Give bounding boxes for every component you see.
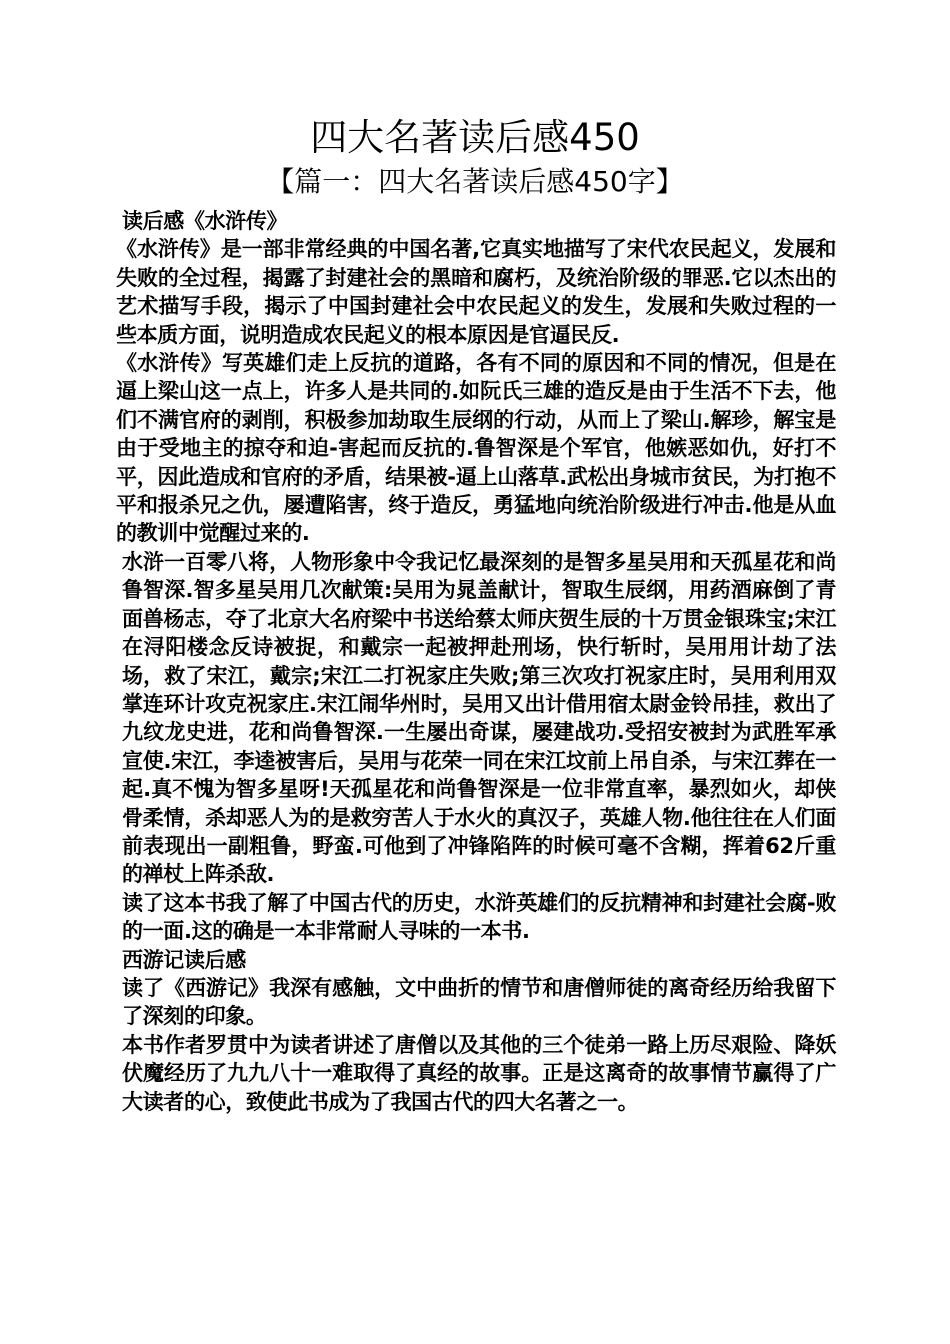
document-title: 四大名著读后感450	[310, 116, 640, 159]
section-heading-shuihu: 读后感《水浒传》	[122, 209, 288, 233]
paragraph: 水浒一百零八将，人物形象中令我记忆最深刻的是智多星吴用和天孤星花和尚鲁智深.智多星吴用几次献策:吴用为晁盖献计，智取生辰纲，用药酒麻倒了青面兽杨志，夺了北京大名府梁中书送给蔡太师庆贺生辰的十万贯金银珠宝;宋江在浔阳楼念反诗被捉，和戴宗一起被押赴刑场，快行斩时，吴用用计劫了法场，救了宋江，戴宗;宋江二打祝家庄失败;第三次攻打祝家庄时，吴用利用双掌连环计攻克祝家庄.宋江闹华州时，吴用又出计借用宿太尉金铃吊挂，救出了九纹龙史进，花和尚鲁智深.一生屡出奇谋，屡建战功.受招安被封为武胜军承宣使.宋江，李逵被害后，吴用与花荣一同在宋江坟前上吊自杀，与宋江葬在一起.真不愧为智多星呀!天孤星花和尚鲁智深是一位非常直率，暴烈如火，却侠骨柔情，杀却恶人为的是救穷苦人于水火的真汉子，英雄人物.他往往在人们面前表现出一副粗鲁，野蛮.可他到了冲锋陷阵的时候可毫不含糊，挥着62斤重的禅杖上阵杀敌.	[122, 549, 836, 887]
paragraph: 读了这本书我了解了中国古代的历史，水浒英雄们的反抗精神和封建社会腐-败的一面.这的确是一本非常耐人寻味的一本书.	[122, 890, 836, 944]
paragraph: 《水浒传》写英雄们走上反抗的道路，各有不同的原因和不同的情况，但是在逼上梁山这一点上，许多人是共同的.如阮氏三雄的造反是由于生活不下去，他们不满官府的剥削，积极参加劫取生辰纲的行动，从而上了梁山.解珍，解宝是由于受地主的掠夺和迫-害起而反抗的.鲁智深是个军官，他嫉恶如仇，好打不平，因此造成和官府的矛盾，结果被-逼上山落草.武松出身城市贫民，为打抱不平和报杀兄之仇，屡遭陷害，终于造反，勇猛地向统治阶级进行冲击.他是从血的教训中觉醒过来的.	[116, 351, 836, 546]
paragraph: 读了《西游记》我深有感触，文中曲折的情节和唐僧师徒的离奇经历给我留下了深刻的印象。	[122, 975, 836, 1029]
paragraph: 本书作者罗贯中为读者讲述了唐僧以及其他的三个徒弟一路上历尽艰险、降妖伏魔经历了九九八十一难取得了真经的故事。正是这离奇的故事情节赢得了广大读者的心，致使此书成为了我国古代的四大名著之一。	[122, 1032, 836, 1114]
document-body	[116, 207, 836, 1116]
document-subtitle: 【篇一：四大名著读后感450字】	[266, 165, 684, 198]
paragraph: 《水浒传》是一部非常经典的中国名著,它真实地描写了宋代农民起义，发展和失败的全过程，揭露了封建社会的黑暗和腐朽，及统治阶级的罪恶.它以杰出的艺术描写手段，揭示了中国封建社会中农民起义的发生，发展和失败过程的一些本质方面，说明造成农民起义的根本原因是官逼民反.	[116, 237, 836, 347]
section-heading-xiyou: 西游记读后感	[122, 947, 246, 972]
